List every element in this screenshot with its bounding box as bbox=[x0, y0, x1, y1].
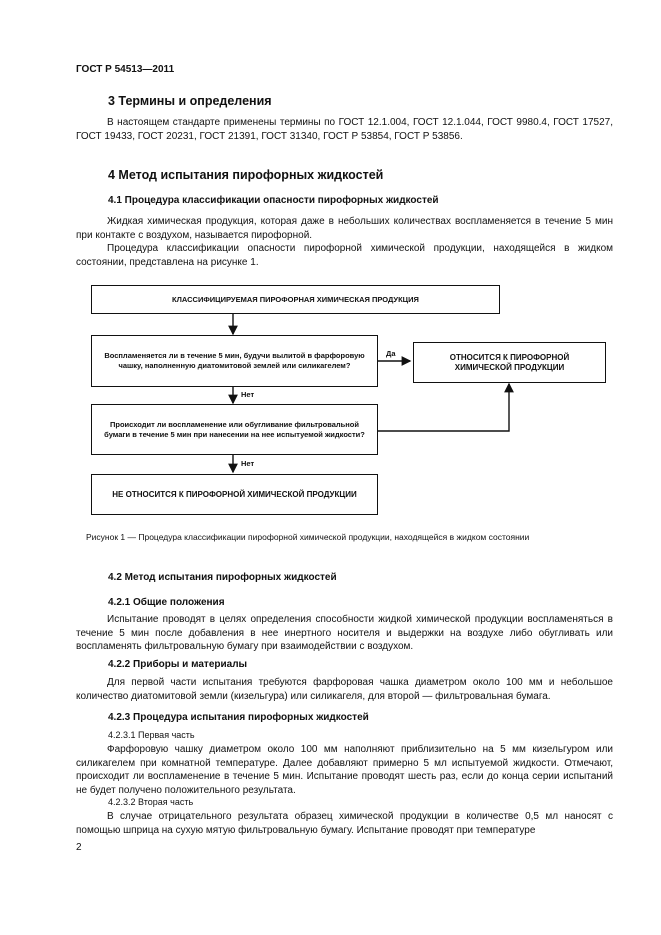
flow-question-1-box: Воспламеняется ли в течение 5 мин, будучи вылитой в фарфоровую чашку, наполненную диатомитовой землей или силикагелем? bbox=[91, 335, 378, 387]
figure-caption: Рисунок 1 — Процедура классификации пирофорной химической продукции, находящейся в жидком состоянии bbox=[86, 532, 530, 542]
section-4-2-1-title: 4.2.1 Общие положения bbox=[108, 597, 225, 608]
document-header: ГОСТ Р 54513—2011 bbox=[76, 64, 175, 75]
section-4-2-3-1-text: Фарфоровую чашку диаметром около 100 мм наполняют приблизительно на 5 мм кизельгуром или силикагелем при комнатной температуре. Далее добавляют примерно 5 мл испытуемой жидкости. Отмечают, происходит ли воспламенение в течение 5 мин. Испытание проводят шесть раз, если до конца серии испытаний не будет получено положительного результата. bbox=[76, 744, 613, 796]
section-4-2-3-1-title: 4.2.3.1 Первая часть bbox=[108, 730, 195, 740]
section-4-title: 4 Метод испытания пирофорных жидкостей bbox=[108, 168, 384, 182]
flow-question-2-box: Происходит ли воспламенение или обугливание фильтровальной бумаги в течение 5 мин при нанесении на нее испытуемой жидкости? bbox=[91, 404, 378, 455]
section-4-2-3-2-text: В случае отрицательного результата образец химической продукции в количестве 0,5 мл наносят с помощью шприца на сухую мятую фильтровальную бумагу. Испытание проводят при температуре bbox=[76, 811, 613, 836]
page-number: 2 bbox=[76, 842, 82, 853]
flow-no-label-2: Нет bbox=[241, 459, 255, 468]
flow-no-result-box: НЕ ОТНОСИТСЯ К ПИРОФОРНОЙ ХИМИЧЕСКОЙ ПРОДУКЦИИ bbox=[91, 474, 378, 515]
section-4-1-title: 4.1 Процедура классификации опасности пирофорных жидкостей bbox=[108, 195, 439, 206]
section-4-2-2-text: Для первой части испытания требуются фарфоровая чашка диаметром около 100 мм и небольшое количество диатомитовой земли (кизельгура) или силикагеля, для второй — фильтровальная бумага. bbox=[76, 677, 613, 702]
flow-yes-result-box: ОТНОСИТСЯ К ПИРОФОРНОЙ ХИМИЧЕСКОЙ ПРОДУКЦИИ bbox=[413, 342, 606, 383]
section-4-2-3-title: 4.2.3 Процедура испытания пирофорных жидкостей bbox=[108, 712, 369, 723]
section-3-text: В настоящем стандарте применены термины по ГОСТ 12.1.004, ГОСТ 12.1.044, ГОСТ 9980.4, ГОСТ 17527, ГОСТ 19433, ГОСТ 20231, ГОСТ 21391, ГОСТ 31340, ГОСТ Р 53854, ГОСТ Р 53856. bbox=[76, 117, 613, 142]
section-4-1-paragraph-2: Процедура классификации опасности пирофорной химической продукции, находящейся в жидком состоянии, представлена на рисунке 1. bbox=[76, 243, 613, 268]
section-4-2-3-2-title: 4.2.3.2 Вторая часть bbox=[108, 797, 194, 807]
flow-no-label-1: Нет bbox=[241, 390, 255, 399]
section-4-2-title: 4.2 Метод испытания пирофорных жидкостей bbox=[108, 572, 337, 583]
section-4-1-paragraph-1: Жидкая химическая продукция, которая даже в небольших количествах воспламеняется в течение 5 мин при контакте с воздухом, называется пирофорной. bbox=[76, 216, 613, 241]
section-4-2-2-title: 4.2.2 Приборы и материалы bbox=[108, 659, 248, 670]
flow-start-box: КЛАССИФИЦИРУЕМАЯ ПИРОФОРНАЯ ХИМИЧЕСКАЯ ПРОДУКЦИЯ bbox=[91, 285, 500, 314]
flow-yes-label: Да bbox=[386, 349, 396, 358]
section-4-2-1-text: Испытание проводят в целях определения способности жидкой химической продукции воспламеняться в течение 5 мин после добавления в нее инертного носителя и выдержки на воздухе либо обугливать или воспламенять фильтровальную бумагу при взаимодействии с воздухом. bbox=[76, 614, 613, 652]
section-3-title: 3 Термины и определения bbox=[108, 94, 272, 108]
